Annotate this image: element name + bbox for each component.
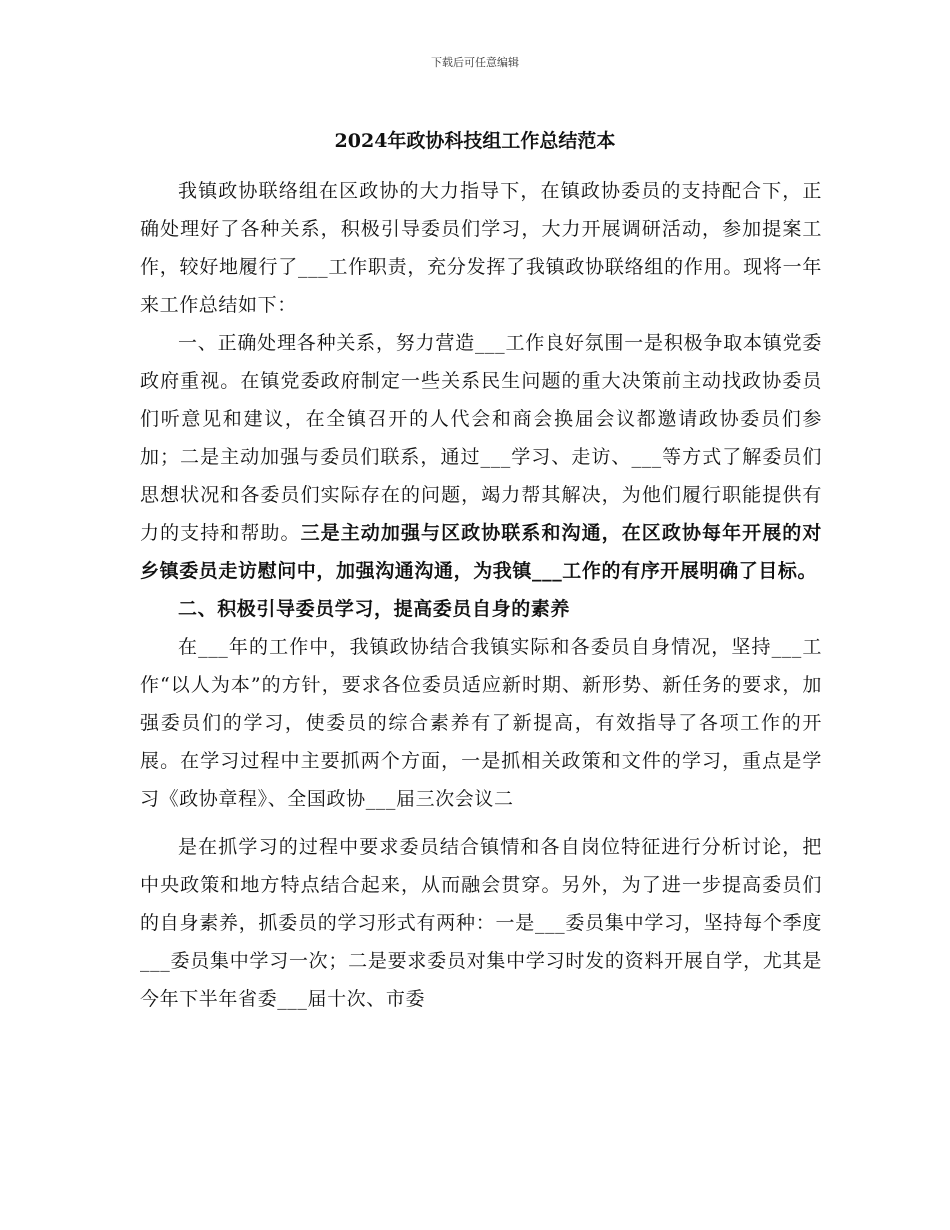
paragraph-section-one-text: 一、正确处理各种关系，努力营造___工作良好氛围一是积极争取本镇党委政府重视。在镇党委政府制定一些关系民生问题的重大决策前主动找政协委员们听意见和建议，在全镇召开的人代会和商会换届会议都邀请政协委员们参加；二是主动加强与委员们联系，通过___学习、走访、___等方式了解委员们思想状况和各委员们实际存在的问题，竭力帮其解决，为他们履行职能提供有力的支持和帮助。	[140, 332, 822, 544]
section-two-heading: 二、积极引导委员学习，提高委员自身的素养	[178, 598, 571, 620]
header-note: 下载后可任意编辑	[431, 56, 519, 69]
paragraph-gap	[140, 818, 822, 828]
paragraph-section-one-bold-text: 三是主动加强与区政协联系和沟通，在区政协每年开展的对乡镇委员走访慰问中，加强沟通沟通，为我镇___工作的有序开展明确了目标。	[140, 522, 822, 582]
document-title: 2024年政协科技组工作总结范本	[334, 130, 616, 152]
paragraph-section-two-continued: 是在抓学习的过程中要求委员结合镇情和各自岗位特征进行分析讨论，把中央政策和地方特点结合起来，从而融会贯穿。另外，为了进一步提高委员们的自身素养，抓委员的学习形式有两种：一是___委员集中学习，坚持每个季度___委员集中学习一次；二是要求委员对集中学习时发的资料开展自学，尤其是今年下半年省委___届十次、市委	[140, 836, 822, 1010]
paragraph-section-one	[140, 324, 822, 590]
document-body	[140, 172, 822, 1018]
paragraph-section-two: 在___年的工作中，我镇政协结合我镇实际和各委员自身情况，坚持___工作“以人为本”的方针，要求各位委员适应新时期、新形势、新任务的要求，加强委员们的学习，使委员的综合素养有了新提高，有效指导了各项工作的开展。在学习过程中主要抓两个方面，一是抓相关政策和文件的学习，重点是学习《政协章程》、全国政协___届三次会议二	[140, 636, 822, 810]
paragraph-intro: 我镇政协联络组在区政协的大力指导下，在镇政协委员的支持配合下，正确处理好了各种关系，积极引导委员们学习，大力开展调研活动，参加提案工作，较好地履行了___工作职责，充分发挥了我镇政协联络组的作用。现将一年来工作总结如下：	[140, 180, 822, 316]
